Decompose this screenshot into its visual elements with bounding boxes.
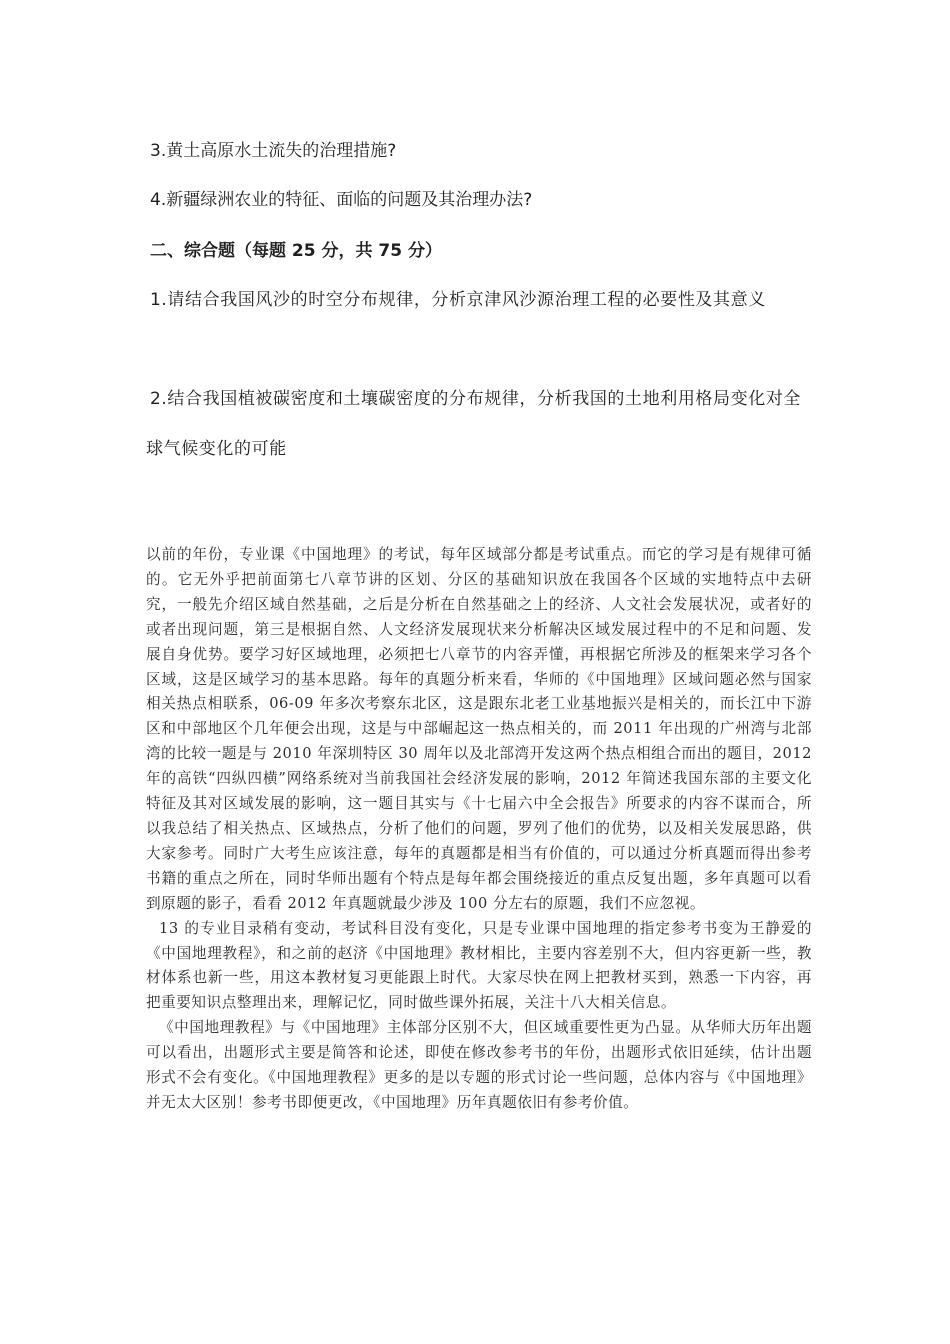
commentary-paragraph-3: 《中国地理教程》与《中国地理》主体部分区别不大，但区域重要性更为凸显。从华师大历年出题可以看出，出题形式主要是简答和论述，即使在修改参考书的年份，出题形式依旧延续，估计出题形式不会有变化。《中国地理教程》更多的是以专题的形式讨论一些问题，总体内容与《中国地理》并无太大区别！参考书即便更改，《中国地理》历年真题依旧有参考价值。 bbox=[146, 1019, 812, 1111]
question-4: 4.新疆绿洲农业的特征、面临的问题及其治理办法? bbox=[150, 190, 533, 210]
question-3: 3.黄土高原水土流失的治理措施? bbox=[150, 141, 397, 161]
commentary-text bbox=[146, 543, 812, 1116]
comprehensive-question-2 bbox=[146, 374, 816, 474]
comprehensive-question-1-text: 1.请结合我国风沙的时空分布规律，分析京津风沙源治理工程的必要性及其意义 bbox=[150, 290, 766, 310]
commentary-paragraph-2: 13 的专业目录稍有变动，考试科目没有变化，只是专业课中国地理的指定参考书变为王静爱的《中国地理教程》，和之前的赵济《中国地理》教材相比，主要内容差别不大，但内容更新一些，教材体系也新一些，用这本教材复习更能跟上时代。大家尽快在网上把教材买到，熟悉一下内容，再把重要知识点整理出来，理解记忆，同时做些课外拓展，关注十八大相关信息。 bbox=[146, 919, 812, 1012]
comprehensive-question-1 bbox=[146, 275, 816, 325]
comprehensive-question-2-text: 2.结合我国植被碳密度和土壤碳密度的分布规律，分析我国的土地利用格局变化对全球气候变化的可能 bbox=[146, 389, 802, 459]
section-2-heading: 二、综合题（每题 25 分，共 75 分） bbox=[150, 241, 442, 261]
commentary-paragraph-1: 以前的年份，专业课《中国地理》的考试，每年区域部分都是考试重点。而它的学习是有规律可循的。它无外乎把前面第七八章节讲的区划、分区的基础知识放在我国各个区域的实地特点中去研究，一般先介绍区域自然基础，之后是分析在自然基础之上的经济、人文社会发展状况，或者好的或者出现问题，第三是根据自然、人文经济发展现状来分析解决区域发展过程中的不足和问题、发展自身优势。要学习好区域地理，必须把七八章节的内容弄懂，再根据它所涉及的框架来学习各个区域，这是区域学习的基本思路。每年的真题分析来看，华师的《中国地理》区域问题必然与国家相关热点相联系，06-09 年多次考察东北区，这是跟东北老工业基地振兴是相关的，而长江中下游区和中部地区个几年便会出现，这是与中部崛起这一热点相关的，而 2011 年出现的广州湾与北部湾的比较一题是与 2010 年深圳特区 30 周年以及北部湾开发这两个热点相组合而出的题目，2012 年的高铁“四纵四横”网络系统对当前我国社会经济发展的影响，2012 年简述我国东部的主要文化特征及其对区域发展的影响，这一题目其实与《十七届六中全会报告》所要求的内容不谋而合，所以我总结了相关热点、区域热点，分析了他们的问题，罗列了他们的优势，以及相关发展思路，供大家参考。同时广大考生应该注意，每年的真题都是相当有价值的，可以通过分析真题而得出参考书籍的重点之所在，同时华师出题有个特点是每年都会围绕接近的重点反复出题，多年真题可以看到原题的影子，看看 2012 年真题就最少涉及 100 分左右的原题，我们不应忽视。 bbox=[146, 546, 812, 912]
